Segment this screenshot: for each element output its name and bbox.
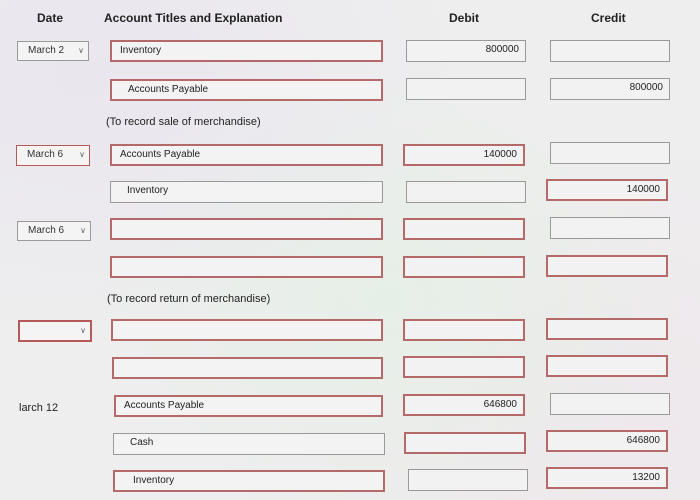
header-credit: Credit — [591, 11, 626, 25]
date-value: March 2 — [28, 45, 65, 56]
header-debit: Debit — [449, 11, 479, 25]
debit-field-row3[interactable]: 140000 — [403, 144, 525, 166]
debit-field-row7[interactable] — [403, 319, 525, 341]
date-value: March 6 — [27, 149, 64, 160]
credit-field-row10[interactable]: 646800 — [546, 430, 668, 452]
credit-field-row5[interactable] — [550, 217, 670, 239]
journal-header — [0, 0, 700, 38]
account-field-row2[interactable]: Accounts Payable — [110, 79, 383, 101]
chevron-down-icon: ∨ — [80, 226, 86, 235]
chevron-down-icon: ∨ — [78, 46, 84, 55]
chevron-down-icon: ∨ — [80, 326, 86, 335]
debit-field-row5[interactable] — [403, 218, 525, 240]
credit-field-row9[interactable] — [550, 393, 670, 415]
account-field-row4[interactable]: Inventory — [110, 181, 383, 203]
date-label-row9[interactable]: larch 12 — [19, 402, 59, 414]
account-field-row8[interactable] — [112, 357, 383, 379]
debit-field-row11[interactable] — [408, 469, 528, 491]
account-field-row9[interactable]: Accounts Payable — [114, 395, 383, 417]
account-field-row6[interactable] — [110, 256, 383, 278]
account-field-row10[interactable]: Cash — [113, 433, 385, 455]
account-field-row5[interactable] — [110, 218, 383, 240]
debit-field-row8[interactable] — [403, 356, 525, 378]
debit-field-row4[interactable] — [406, 181, 526, 203]
credit-field-row8[interactable] — [546, 355, 668, 377]
chevron-down-icon: ∨ — [79, 150, 85, 159]
credit-field-row1[interactable] — [550, 40, 670, 62]
debit-field-row6[interactable] — [403, 256, 525, 278]
date-select-row7[interactable] — [18, 320, 92, 342]
credit-field-row6[interactable] — [546, 255, 668, 277]
account-field-row7[interactable] — [111, 319, 383, 341]
debit-field-row1[interactable]: 800000 — [406, 40, 526, 62]
credit-field-row7[interactable] — [546, 318, 668, 340]
date-select-row1[interactable] — [17, 41, 89, 61]
account-field-row11[interactable]: Inventory — [113, 470, 385, 492]
account-field-row1[interactable]: Inventory — [110, 40, 383, 62]
date-value: March 6 — [28, 225, 65, 236]
header-date: Date — [37, 11, 64, 25]
date-select-row5[interactable] — [17, 221, 91, 241]
explanation-note-2: (To record return of merchandise) — [107, 293, 271, 305]
header-account: Account Titles and Explanation — [104, 11, 283, 25]
explanation-note-1: (To record sale of merchandise) — [106, 116, 261, 128]
debit-field-row2[interactable] — [406, 78, 526, 100]
date-select-row3[interactable] — [16, 145, 90, 166]
debit-field-row10[interactable] — [404, 432, 526, 454]
debit-field-row9[interactable]: 646800 — [403, 394, 525, 416]
credit-field-row2[interactable]: 800000 — [550, 78, 670, 100]
credit-field-row4[interactable]: 140000 — [546, 179, 668, 201]
credit-field-row3[interactable] — [550, 142, 670, 164]
account-field-row3[interactable]: Accounts Payable — [110, 144, 383, 166]
credit-field-row11[interactable]: 13200 — [546, 467, 668, 489]
